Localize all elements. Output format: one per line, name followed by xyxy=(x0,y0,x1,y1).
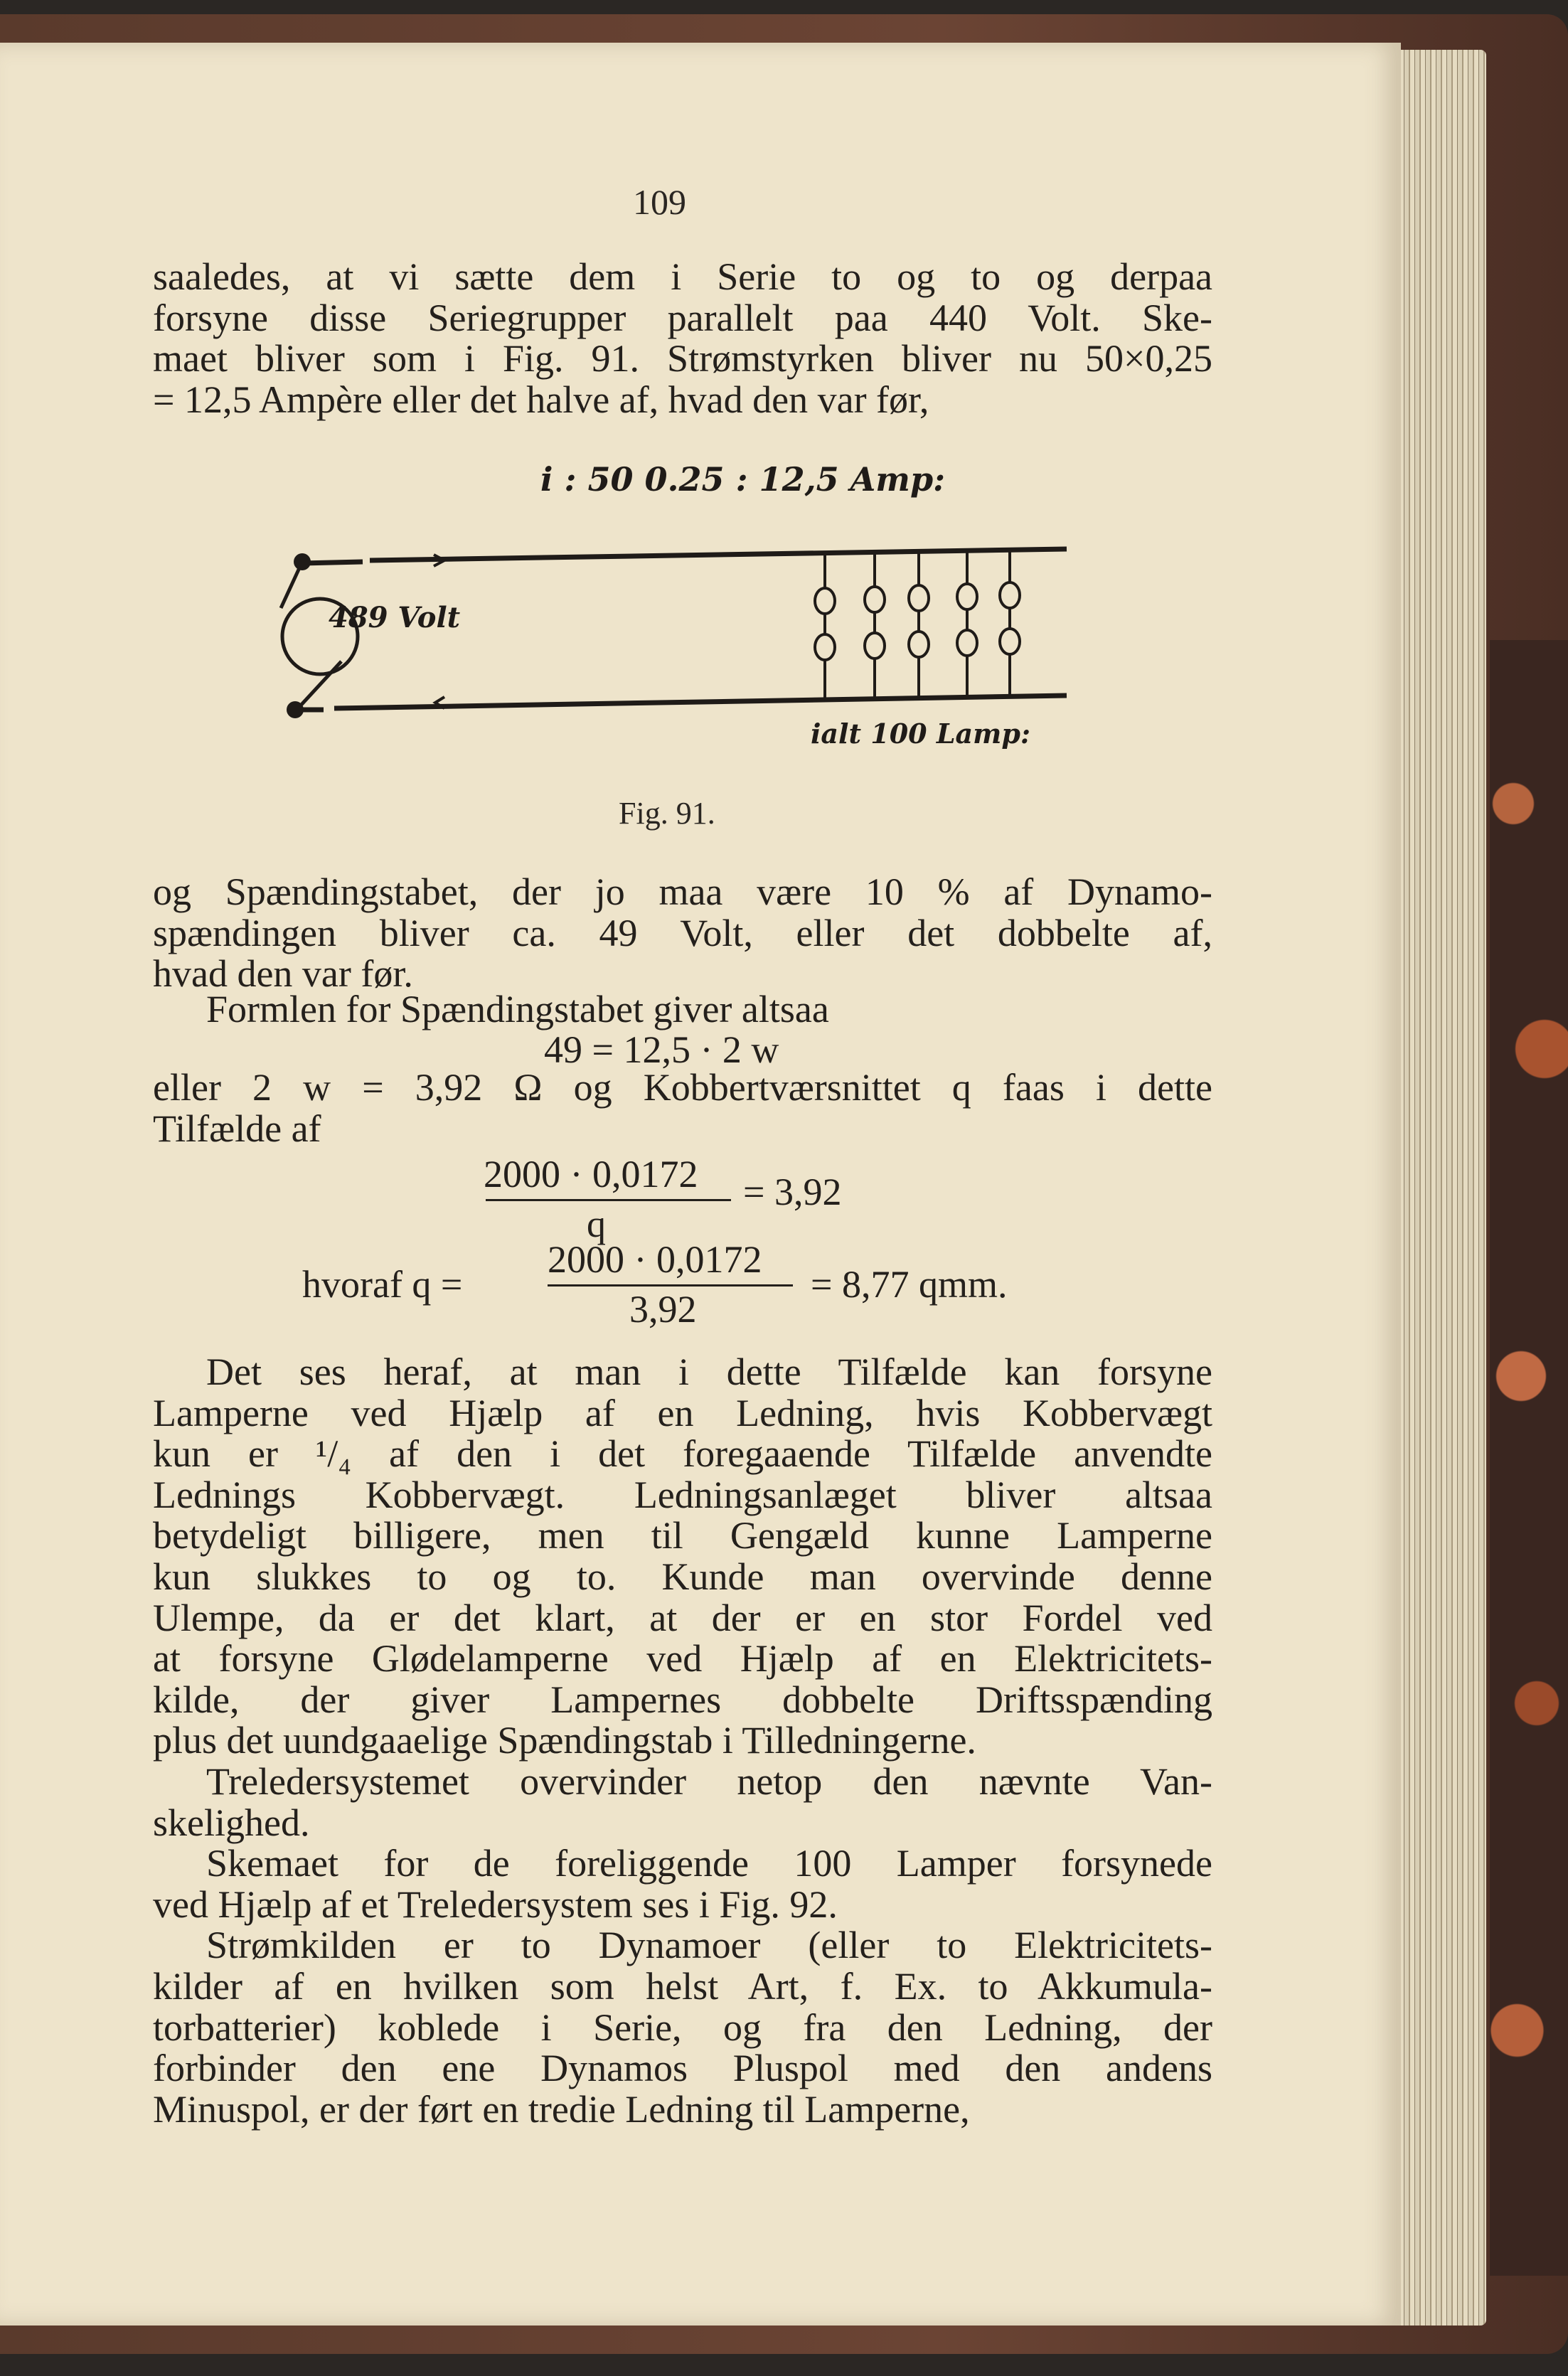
lamp-icon xyxy=(865,587,885,612)
lamp-icon xyxy=(909,585,929,611)
body-paragraph-3-line: ved Hjælp af et Treledersystem ses i Fig. 92. xyxy=(153,1882,838,1926)
body-paragraph-1-line: at forsyne Glødelamperne ved Hjælp af en Elektricitets- xyxy=(153,1637,1212,1680)
body-paragraph-1-line: Ulempe, da er det klart, at der er en stor Fordel ved xyxy=(153,1596,1212,1639)
body-paragraph-1-line: Det ses heraf, at man i dette Tilfælde kan forsyne xyxy=(206,1351,1212,1393)
eq3-numerator: 2000 · 0,0172 xyxy=(548,1238,762,1281)
body-paragraph-1-line: Lamperne ved Hjælp af en Ledning, hvis Kobbervægt xyxy=(153,1391,1212,1434)
body-paragraph-3-line: Skemaet for de foreliggende 100 Lamper forsynede xyxy=(206,1842,1212,1885)
body-paragraph-1-line: plus det uundgaaelige Spændingstab i Tilledningerne. xyxy=(153,1719,976,1762)
body-paragraph-1-line: betydeligt billigere, men til Gengæld kunne Lamperne xyxy=(153,1514,1212,1557)
eq2-denominator: q xyxy=(587,1203,606,1245)
eq3-result: = 8,77 qmm. xyxy=(811,1263,1008,1306)
lamp-group xyxy=(815,550,1020,698)
paragraph-1-line: maet bliver som i Fig. 91. Strømstyrken bliver nu 50×0,25 xyxy=(153,337,1212,380)
lamp-icon xyxy=(865,633,885,659)
paragraph-2-line: spændingen bliver ca. 49 Volt, eller det dobbelte af, xyxy=(153,911,1212,954)
paragraph-2-line: hvad den var før. xyxy=(153,952,413,996)
top-wire-left xyxy=(302,562,363,563)
eq3-denominator: 3,92 xyxy=(629,1288,697,1331)
paragraph-1-line: = 12,5 Ampère eller det halve af, hvad den var før, xyxy=(153,378,929,421)
lamp-icon xyxy=(815,634,835,660)
eq2-fraction-bar xyxy=(486,1199,731,1201)
lamp-count-label: ialt 100 Lamp: xyxy=(811,718,1030,750)
lamp-icon xyxy=(909,632,929,657)
eq3-fraction-bar xyxy=(548,1284,793,1286)
body-paragraph-4-line: torbatterier) koblede i Serie, og fra den Ledning, der xyxy=(153,2005,1212,2049)
figure-caption: Fig. 91. xyxy=(619,796,715,831)
body-paragraph-2-line: skelighed. xyxy=(153,1801,310,1844)
body-paragraph-1-line: kilde, der giver Lampernes dobbelte Driftsspænding xyxy=(153,1678,1212,1721)
eq2-numerator: 2000 · 0,0172 xyxy=(484,1153,698,1195)
equation-1: 49 = 12,5 · 2 w xyxy=(544,1028,779,1071)
body-paragraph-1-line: kun er ¹/₄ af den i det foregaaende Tilfælde anvendte xyxy=(153,1432,1212,1476)
body-paragraph-1-line: Lednings Kobbervægt. Ledningsanlæget bliver altsaa xyxy=(153,1473,1212,1516)
paragraph-1-line: forsyne disse Seriegrupper parallelt paa 440 Volt. Ske- xyxy=(153,296,1212,339)
body-paragraph-4-line: forbinder den ene Dynamos Pluspol med den andens xyxy=(153,2047,1212,2090)
eq3-prefix: hvoraf q = xyxy=(302,1263,463,1306)
circuit-diagram-fig-91 xyxy=(270,441,1088,782)
lamp-icon xyxy=(957,630,977,656)
paragraph-1-line: saaledes, at vi sætte dem i Serie to og to og derpaa xyxy=(153,255,1212,298)
eq2-result: = 3,92 xyxy=(743,1171,842,1213)
paragraph-3-line: Formlen for Spændingstabet giver altsaa xyxy=(206,988,829,1030)
marbled-cover-edge xyxy=(1490,640,1568,2276)
top-wire xyxy=(370,549,1067,560)
body-paragraph-1-line: kun slukkes to og to. Kunde man overvinde denne xyxy=(153,1555,1212,1598)
page-edges xyxy=(1394,50,1486,2326)
lamp-icon xyxy=(815,588,835,614)
paragraph-2-line: og Spændingstabet, der jo maa være 10 % af Dynamo- xyxy=(153,870,1212,913)
body-paragraph-4-line: kilder af en hvilken som helst Art, f. Ex. to Akkumula- xyxy=(153,1965,1212,2008)
voltage-label: 489 Volt xyxy=(329,601,461,634)
lamp-icon xyxy=(957,584,977,609)
body-paragraph-4-line: Strømkilden er to Dynamoer (eller to Elektricitets- xyxy=(206,1924,1212,1967)
page-number: 109 xyxy=(633,182,686,222)
lamp-icon xyxy=(1000,582,1020,608)
paragraph-4-line: eller 2 w = 3,92 Ω og Kobbertværsnittet q faas i dette xyxy=(153,1066,1212,1109)
handwritten-formula: i : 50 0.25 : 12,5 Amp: xyxy=(540,460,946,499)
body-paragraph-2-line: Treledersystemet overvinder netop den nævnte Van- xyxy=(206,1760,1212,1803)
paragraph-4-line: Tilfælde af xyxy=(153,1107,321,1150)
body-paragraph-4-line: Minuspol, er der ført en tredie Ledning til Lamperne, xyxy=(153,2087,970,2131)
lamp-icon xyxy=(1000,629,1020,654)
